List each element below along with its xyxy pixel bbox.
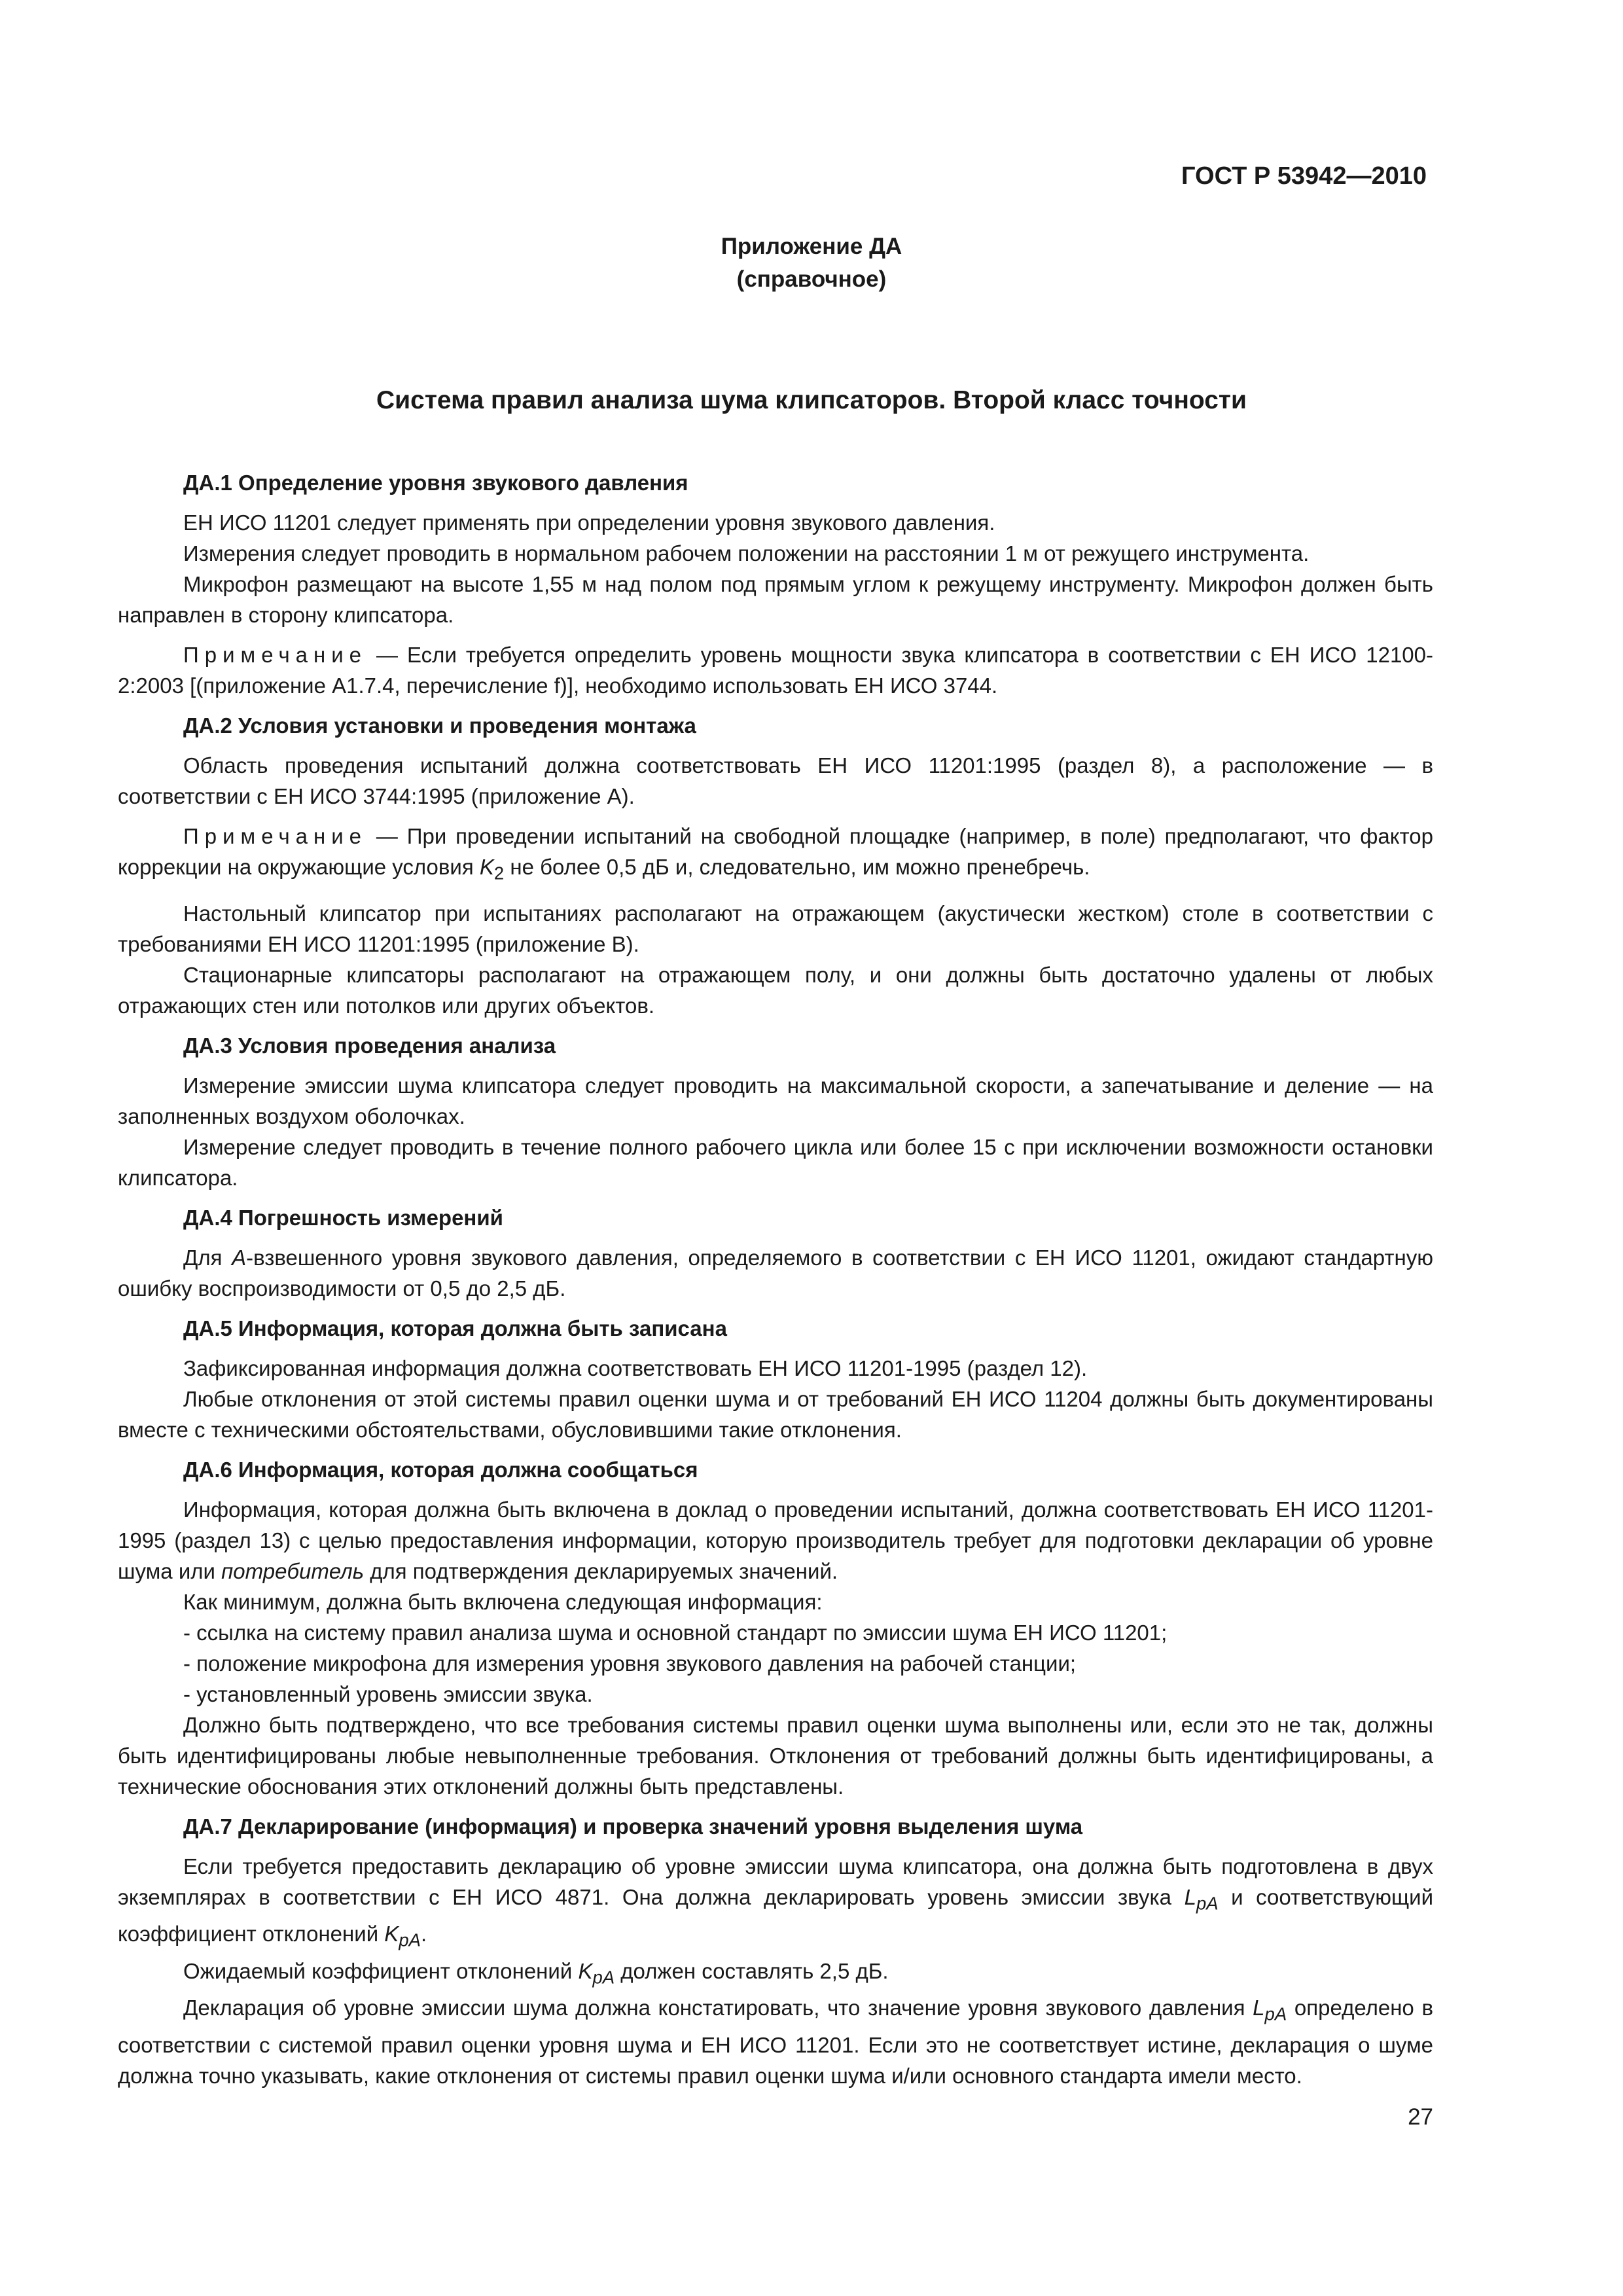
list-item: - ссылка на систему правил анализа шума и основной стандарт по эмиссии шума ЕН ИСО 11201;	[183, 1620, 1168, 1645]
section-heading-da1: ДА.1 Определение уровня звукового давления	[183, 471, 688, 495]
paragraph: Настольный клипсатор при испытаниях располагают на отражающем (акустически жестком) столе в соответствии с требованиями ЕН ИСО 11201:1995 (приложение В).	[118, 901, 1433, 956]
annex-subtitle: (справочное)	[736, 266, 887, 292]
section-heading-da3: ДА.3 Условия проведения анализа	[183, 1033, 556, 1058]
note	[118, 639, 1433, 701]
paragraph: Измерения следует проводить в нормальном рабочем положении на расстоянии 1 м от режущего инструмента.	[183, 541, 1310, 565]
text-run: для подтверждения декларируемых значений.	[364, 1558, 838, 1583]
variable-subscript: pA	[399, 1929, 421, 1950]
document-body	[118, 458, 1433, 2091]
section-heading-da5: ДА.5 Информация, которая должна быть записана	[183, 1316, 727, 1340]
paragraph: ЕН ИСО 11201 следует применять при определении уровня звукового давления.	[183, 511, 995, 535]
variable: L	[1184, 1884, 1196, 1909]
paragraph: Область проведения испытаний должна соответствовать ЕН ИСО 11201:1995 (раздел 8), а расположение — в соответствии с ЕН ИСО 3744:1995 (приложение А).	[118, 753, 1433, 808]
section-heading-da6: ДА.6 Информация, которая должна сообщаться	[183, 1457, 698, 1482]
italic-term: потребитель	[221, 1558, 365, 1583]
page-number: 27	[1408, 2104, 1433, 2130]
note-text: не более 0,5 дБ и, следовательно, им можно пренебречь.	[504, 855, 1090, 879]
variable: K	[384, 1922, 399, 1946]
text-run: Для	[183, 1245, 232, 1270]
paragraph: Должно быть подтверждено, что все требования системы правил оценки шума выполнены или, если это не так, должны быть идентифицированы любые невыполненные требования. Отклонения от требований должны быть идентифицированы, а технические обоснования этих отклонений должны быть представлены.	[118, 1712, 1433, 1799]
paragraph: Измерение следует проводить в течение полного рабочего цикла или более 15 с при исключении возможности остановки клипсатора.	[118, 1134, 1433, 1190]
text-run: и соответствующий коэффициент отклонений	[118, 1884, 1434, 1946]
note	[118, 821, 1433, 889]
annex-title: Приложение ДА	[721, 234, 902, 259]
variable: K	[479, 855, 494, 879]
text-run: Информация, которая должна быть включена в доклад о проведении испытаний, должна соответствовать ЕН ИСО 11201-1995 (раздел 13) с целью предоставления информации, которую производитель требует для подготовки декларации об уровне шума или	[118, 1497, 1433, 1583]
paragraph: Измерение эмиссии шума клипсатора следует проводить на максимальной скорости, а запечатывание и деление — на заполненных воздухом оболочках.	[118, 1073, 1433, 1128]
text-run: Декларация об уровне эмиссии шума должна констатировать, что значение уровня звукового давления	[183, 1996, 1253, 2020]
text-run: .	[420, 1922, 427, 1946]
section-heading-da7: ДА.7 Декларирование (информация) и проверка значений уровня выделения шума	[183, 1814, 1083, 1839]
note-text: — Если требуется определить уровень мощности звука клипсатора в соответствии с ЕН ИСО 12100-2:2003 [(приложение А1.7.4, перечисление f)], необходимо использовать ЕН ИСО 3744.	[118, 643, 1433, 698]
paragraph: Зафиксированная информация должна соответствовать ЕН ИСО 11201-1995 (раздел 12).	[183, 1355, 1088, 1380]
text-run: -взвешенного уровня звукового давления, определяемого в соответствии с ЕН ИСО 11201, ожидают стандартную ошибку воспроизводимости от 0,5 до 2,5 дБ.	[118, 1245, 1433, 1300]
paragraph	[118, 1992, 1433, 2091]
annex-heading	[0, 230, 1623, 296]
document-title: Система правил анализа шума клипсаторов. Второй класс точности	[376, 386, 1247, 414]
text-run: Ожидаемый коэффициент отклонений	[183, 1958, 579, 1983]
note-label: Примечание	[183, 824, 368, 848]
variable: А	[232, 1245, 247, 1270]
paragraph: Стационарные клипсаторы располагают на отражающем полу, и они должны быть достаточно удалены от любых отражающих стен или потолков или других объектов.	[118, 962, 1433, 1018]
note-label: Примечание	[183, 643, 368, 667]
paragraph	[118, 1956, 1433, 1993]
paragraph	[118, 1242, 1433, 1304]
variable-subscript: pA	[1264, 2003, 1287, 2024]
paragraph: Как минимум, должна быть включена следующая информация:	[183, 1589, 823, 1614]
text-run: определено в соответствии с системой правил оценки уровня шума и ЕН ИСО 11201. Если это не соответствует истине, декларация о шуме должна точно указывать, какие отклонения от системы правил оценки шума и/или основного стандарта имели место.	[118, 1996, 1433, 2088]
section-heading-da4: ДА.4 Погрешность измерений	[183, 1205, 503, 1230]
paragraph: Микрофон размещают на высоте 1,55 м над полом под прямым углом к режущему инструменту. Микрофон должен быть направлен в сторону клипсатора.	[118, 572, 1433, 627]
paragraph	[118, 1494, 1433, 1587]
list-item: - установленный уровень эмиссии звука.	[183, 1681, 593, 1706]
note-text: — При проведении испытаний на свободной площадке (например, в поле) предполагают, что фактор коррекции на окружающие условия	[118, 824, 1433, 879]
paragraph: Любые отклонения от этой системы правил оценки шума и от требований ЕН ИСО 11204 должны быть документированы вместе с техническими обстоятельствами, обусловившими такие отклонения.	[118, 1386, 1433, 1442]
variable: K	[578, 1958, 593, 1983]
paragraph	[118, 1851, 1433, 1956]
standard-designation: ГОСТ Р 53942—2010	[1181, 162, 1427, 190]
text-run: должен составлять 2,5 дБ.	[615, 1958, 889, 1983]
text-run: Если требуется предоставить декларацию об уровне эмиссии шума клипсатора, она должна быть подготовлена в двух экземплярах в соответствии с ЕН ИСО 4871. Она должна декларировать уровень эмиссии звука	[118, 1854, 1433, 1909]
variable-subscript: 2	[493, 863, 505, 884]
variable-subscript: pA	[1196, 1893, 1219, 1914]
variable: L	[1253, 1996, 1265, 2020]
variable-subscript: pA	[592, 1967, 615, 1988]
section-heading-da2: ДА.2 Условия установки и проведения монтажа	[183, 713, 696, 738]
list-item: - положение микрофона для измерения уровня звукового давления на рабочей станции;	[183, 1651, 1077, 1676]
